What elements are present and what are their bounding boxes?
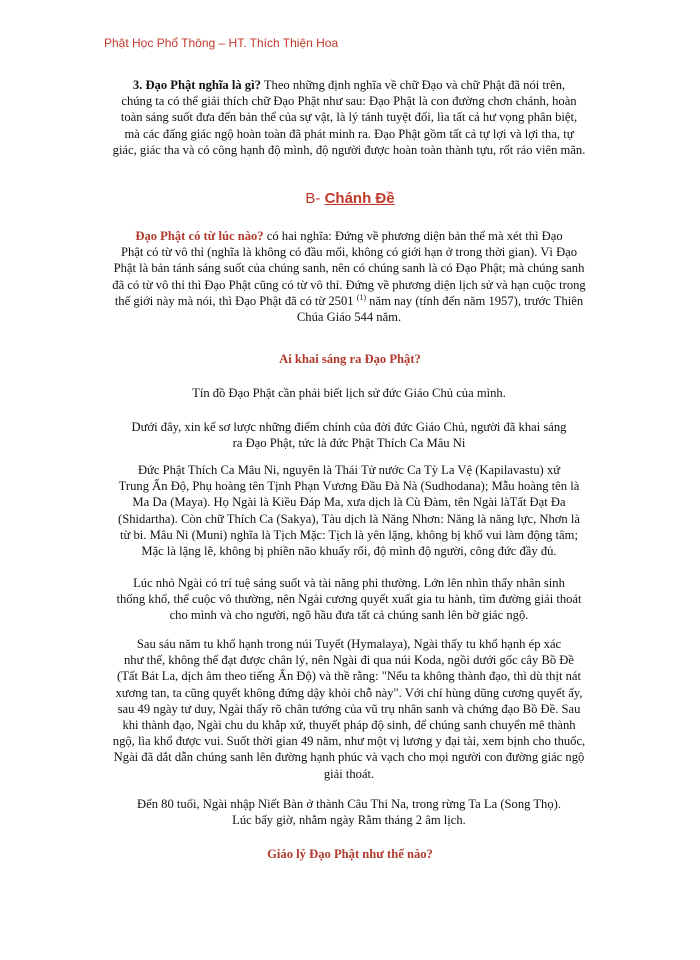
origin-line: có hai nghĩa: Đứng về phương diện bản thể mà xét thì Đạo [263,229,563,243]
paragraph-line: như thế, không thể đạt được chân lý, nên Ngài đi qua núi Koda, ngồi dưới gốc cây Bồ Đề [124,653,574,668]
intro-line: toàn sáng suốt đưa đến bản thể của sự vật, là lý tánh tuyệt đối, lìa tất cả hư vọng phân biệt, [120,110,578,125]
paragraph-line: Dưới đây, xin kể sơ lược những điểm chính của đời đức Giáo Chủ, người đã khai sáng [131,420,567,434]
section-title-text: Chánh Đề [324,190,395,207]
intro-line: chúng ta có thể giải thích chữ Đạo Phật như sau: Đạo Phật là con đường chơn chánh, hoàn [121,94,577,109]
paragraph-line: giải thoát. [323,766,375,781]
paragraph-3 [104,462,594,559]
paragraph-line: Mặc là lặng lẽ, không bị phiền não khuấy rối, độ mình độ người, công đức đầy đủ. [141,544,557,559]
paragraph-line: Ngài đã dắt dẫn chúng sanh lên đường hạnh phúc và vạch cho mọi người con đường giác ngộ [113,750,585,765]
paragraph-6 [104,796,594,828]
paragraph-5 [104,636,594,782]
paragraph-line: (Tất Bát La, dịch âm theo tiếng Ấn Độ) và thề rằng: "Nếu ta không thành đạo, thì dù thịt nát [117,669,581,684]
paragraph-line: Lúc bấy giờ, nhằm ngày Rằm tháng 2 âm lịch. [232,813,466,828]
paragraph-line: Trung Ấn Độ, Phụ hoàng tên Tịnh Phạn Vương Đầu Đà Nà (Sudhodana); Mẫu hoàng tên là [118,479,580,494]
origin-line: Phật là bản tánh sáng suốt của chúng sanh, nên có chúng sanh là có Đạo Phật; mà chúng sanh [113,261,585,276]
paragraph-line: Đức Phật Thích Ca Mâu Ni, nguyên là Thái Tử nước Ca Tỳ La Vệ (Kapilavastu) xứ [137,463,561,477]
paragraph-line: Sau sáu năm tu khổ hạnh trong núi Tuyết (Hymalaya), Ngài thấy tu khổ hạnh ép xác [136,637,562,651]
founder-heading: Ai khai sáng ra Đạo Phật? [279,352,421,366]
intro-paragraph [104,77,594,158]
paragraph-4 [104,575,594,624]
intro-line: giác, giác tha và có công hạnh độ mình, độ người được hoàn toàn thành tựu, rốt ráo viên mãn. [112,142,586,157]
intro-heading: 3. Đạo Phật nghĩa là gì? [132,78,261,92]
origin-line: Chúa Giáo 544 năm. [296,310,402,325]
paragraph-line: thống khổ, thế cuộc vô thường, nên Ngài cương quyết xuất gia tu hành, tìm đường giải thoát [116,592,582,607]
doctrine-heading: Giáo lý Đạo Phật như thế nào? [267,847,433,861]
paragraph-line: ra Đạo Phật, tức là đức Phật Thích Ca Mâu Ni [232,436,466,451]
paragraph-line: Đến 80 tuổi, Ngài nhập Niết Bàn ở thành Câu Thi Na, trong rừng Ta La (Song Thọ). [137,797,561,811]
origin-line: đã có từ vô thỉ thì Đạo Phật cũng có từ vô thỉ. Đứng về phương diện lịch sử và hạn cuộc trong [112,277,586,292]
footnote-mark: (1) [356,292,367,302]
intro-line: Theo những định nghĩa về chữ Đạo và chữ Phật đã nói trên, [260,78,566,92]
paragraph-line: Ma Da (Maya). Họ Ngài là Kiều Đáp Ma, xưa dịch là Cù Đàm, tên Ngài làTất Đạt Đa [132,495,566,510]
section-title [0,190,700,207]
paragraph-line: khi thành đạo, Ngài chu du khắp xứ, thuyết pháp độ sinh, để chúng sanh chuyển mê thành [122,718,576,733]
origin-line: năm nay (tính đến năm 1957), trước Thiên [366,293,584,308]
paragraph-line: cho mình và cho người, ngõ hầu đưa tất cả chúng sanh lên bờ giác ngộ. [169,608,529,623]
origin-question: Đạo Phật có từ lúc nào? [135,229,264,243]
origin-line: thế giới này mà nói, thì Đạo Phật đã có từ 2501 [114,293,357,308]
intro-line: mà các đấng giác ngộ hoàn toàn đã phát minh ra. Đạo Phật gồm tất cả tự lợi và lợi tha, tự [124,126,574,141]
paragraph-line: xương tan, ta cũng quyết không đứng dậy khỏi chỗ này". Với chí hùng dũng cương quyết ấy, [115,685,583,700]
section-prefix: B- [305,190,325,207]
paragraph-2 [104,419,594,451]
paragraph-line: Tín đồ Đạo Phật cần phải biết lịch sử đức Giáo Chủ của mình. [192,386,506,400]
origin-line: Phật có từ vô thỉ (nghĩa là không có đầu mối, không có giới hạn ở trong thời gian). Vì Đạo [120,245,578,260]
paragraph-line: Lúc nhỏ Ngài có trí tuệ sáng suốt và tài năng phi thường. Lớn lên nhìn thấy nhân sinh [133,576,565,590]
running-header: Phật Học Phổ Thông – HT. Thích Thiện Hoa [104,36,339,50]
paragraph-1 [104,385,594,401]
paragraph-line: từ bi. Mâu Ni (Muni) nghĩa là Tịch Mặc: Tịch là yên lặng, không bị khổ vui làm động tâm; [120,527,578,542]
paragraph-line: (Shidartha). Còn chữ Thích Ca (Sakya), Tàu dịch là Năng Nhơn: Năng là năng lực, Nhơn là [118,511,580,526]
paragraph-line: ngộ, lìa khổ được vui. Suốt thời gian 49 năm, như một vị lương y đại tài, xem bịnh cho thuốc, [112,734,586,749]
paragraph-line: sau 49 ngày tư duy, Ngài thấy rõ chân tướng của vũ trụ nhân sanh và chứng đạo Bồ Đề. Sau [117,701,581,716]
origin-paragraph [104,228,594,325]
